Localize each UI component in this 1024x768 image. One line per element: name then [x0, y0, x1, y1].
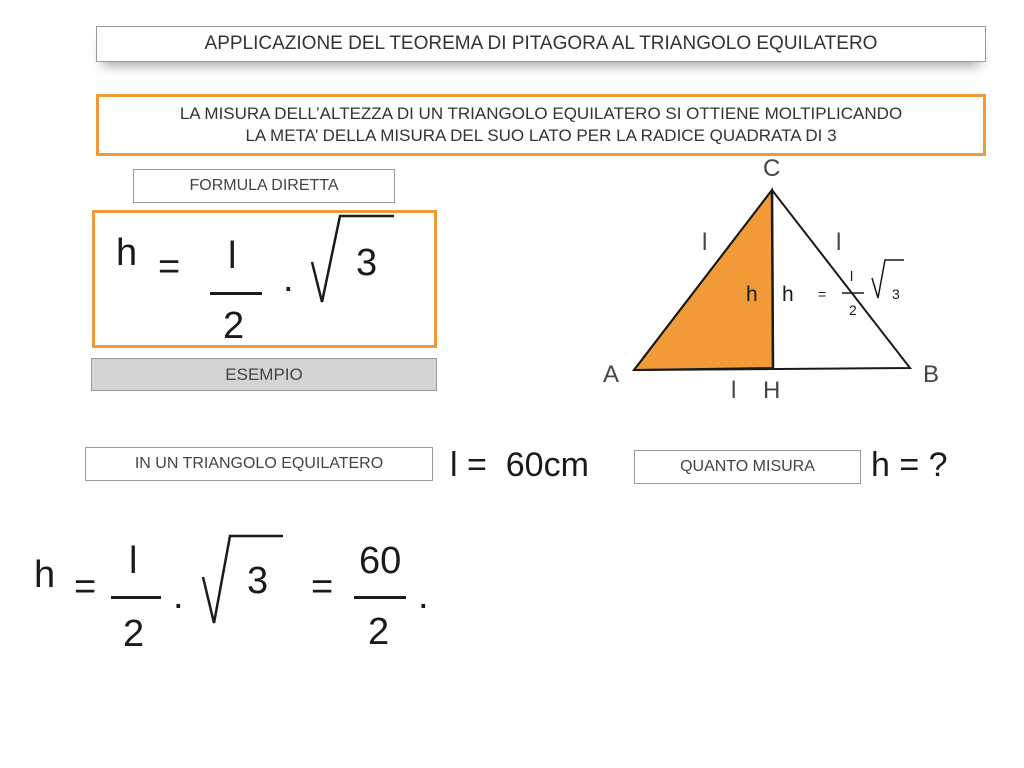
mini-numerator: l — [850, 268, 854, 284]
solution-numerator-1: l — [129, 540, 138, 582]
solution-numerator-2: 60 — [359, 540, 402, 582]
foot-h: H — [763, 377, 781, 404]
page-title — [96, 26, 986, 62]
example-header — [91, 358, 437, 391]
question-label-box — [634, 450, 861, 484]
mini-equals: = — [818, 286, 827, 302]
mini-denominator: 2 — [849, 302, 857, 318]
example-header-label: ESEMPIO — [225, 364, 303, 384]
solution-radicand: 3 — [247, 560, 269, 602]
question-label: QUANTO MISURA — [680, 458, 815, 475]
side-left-label: l — [702, 229, 708, 256]
example-label: IN UN TRIANGOLO EQUILATERO — [134, 455, 384, 472]
base-label: l — [731, 377, 737, 404]
formula-numerator: l — [228, 235, 237, 277]
solution-sqrt-icon — [200, 533, 286, 627]
formula-sqrt-icon — [308, 212, 398, 308]
mini-radicand: 3 — [892, 286, 900, 302]
triangle-height — [772, 190, 773, 368]
given-value: l = 60cm — [450, 446, 589, 484]
solution-fraction-bar-1 — [111, 596, 161, 599]
vertex-c: C — [763, 155, 781, 182]
formula-fraction-bar — [210, 292, 262, 295]
definition-line-1: LA MISURA DELL’ALTEZZA DI UN TRIANGOLO EQUILATERO SI OTTIENE MOLTIPLICANDO — [179, 104, 903, 123]
formula-lhs: h — [116, 232, 138, 274]
vertex-a: A — [603, 361, 620, 388]
solution-equals-1: = — [74, 566, 97, 608]
formula-radicand: 3 — [356, 242, 378, 284]
solution-denominator-2: 2 — [368, 611, 390, 653]
definition-box — [96, 94, 986, 156]
formula-denominator: 2 — [223, 305, 245, 347]
page-title-text: APPLICAZIONE DEL TEOREMA DI PITAGORA AL TRIANGOLO EQUILATERO — [204, 33, 878, 54]
vertex-b: B — [923, 361, 940, 388]
definition-line-2: LA META’ DELLA MISURA DEL SUO LATO PER LA RADICE QUADRATA DI 3 — [245, 126, 837, 145]
side-right-label: l — [836, 229, 842, 256]
formula-dot: . — [283, 258, 294, 300]
formula-label: FORMULA DIRETTA — [189, 177, 339, 194]
formula-equals: = — [158, 246, 181, 288]
height-label-left: h — [746, 283, 758, 306]
solution-lhs: h — [34, 554, 56, 596]
solution-equals-2: = — [311, 566, 334, 608]
solution-dot-1: . — [173, 575, 184, 617]
solution-dot-2: . — [418, 575, 429, 617]
height-label-right: h — [782, 283, 794, 306]
question: h = ? — [871, 446, 948, 484]
solution-fraction-bar-2 — [354, 596, 406, 599]
example-label-box — [85, 447, 433, 481]
formula-label-box — [133, 169, 395, 203]
solution-denominator-1: 2 — [123, 613, 145, 655]
